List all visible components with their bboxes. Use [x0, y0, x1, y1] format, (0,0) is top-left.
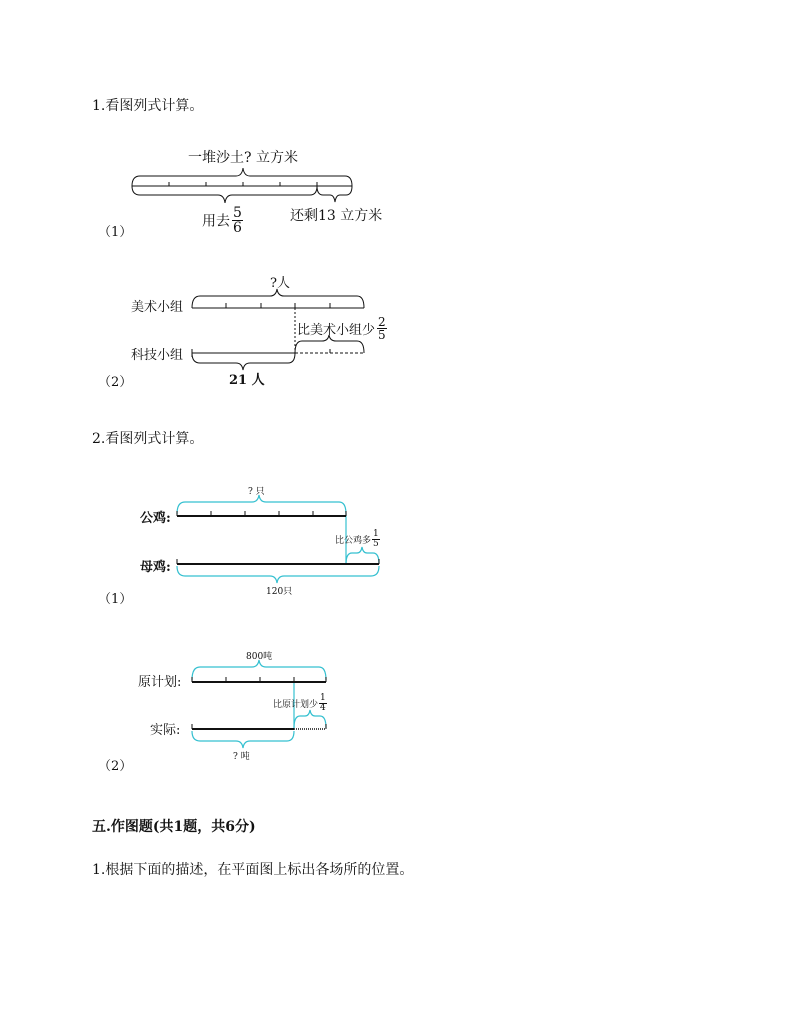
section5-title: 五.作图题(共1题，共6分)	[92, 819, 256, 835]
art-group-label: 美术小组	[131, 300, 184, 315]
plan-top-brace	[192, 660, 326, 680]
hen-compare-label: 比公鸡多 $\frac{1}{5}$	[335, 529, 379, 549]
q2-d1-number: （1）	[98, 592, 133, 607]
hen-label: 母鸡:	[140, 560, 171, 575]
tech-total-label: 21 人	[229, 373, 265, 388]
actual-compare-label: 比原计划少 $\frac{1}{4}$	[273, 693, 326, 713]
sand-used-label: 用去 $\frac{5}{6}$	[202, 205, 242, 236]
rooster-total-label: ? 只	[248, 487, 265, 497]
q1-d1-number: （1）	[98, 225, 133, 240]
sand-total-label: 一堆沙土? 立方米	[188, 150, 298, 166]
tech-group-label: 科技小组	[131, 348, 184, 363]
q2-d2-number: （2）	[98, 759, 133, 774]
q1-d2-number: （2）	[98, 375, 133, 390]
actual-total-label: ? 吨	[233, 752, 250, 762]
actual-bottom-brace	[192, 731, 294, 748]
art-total-label: ?人	[270, 276, 290, 291]
section5-q1: 1.根据下面的描述，在平面图上标出各场所的位置。	[92, 862, 414, 878]
rooster-label: 公鸡:	[140, 511, 171, 526]
q2-title: 2.看图列式计算。	[92, 431, 204, 447]
q1-title: 1.看图列式计算。	[92, 98, 204, 114]
plan-label: 原计划:	[138, 675, 182, 690]
hen-total-label: 120只	[266, 587, 293, 597]
actual-label: 实际:	[150, 723, 181, 738]
sand-remain-label: 还剩13 立方米	[290, 208, 383, 224]
plan-total-label: 800吨	[246, 652, 273, 662]
art-compare-label: 比美术小组少 $\frac{2}{5}$	[297, 315, 386, 342]
